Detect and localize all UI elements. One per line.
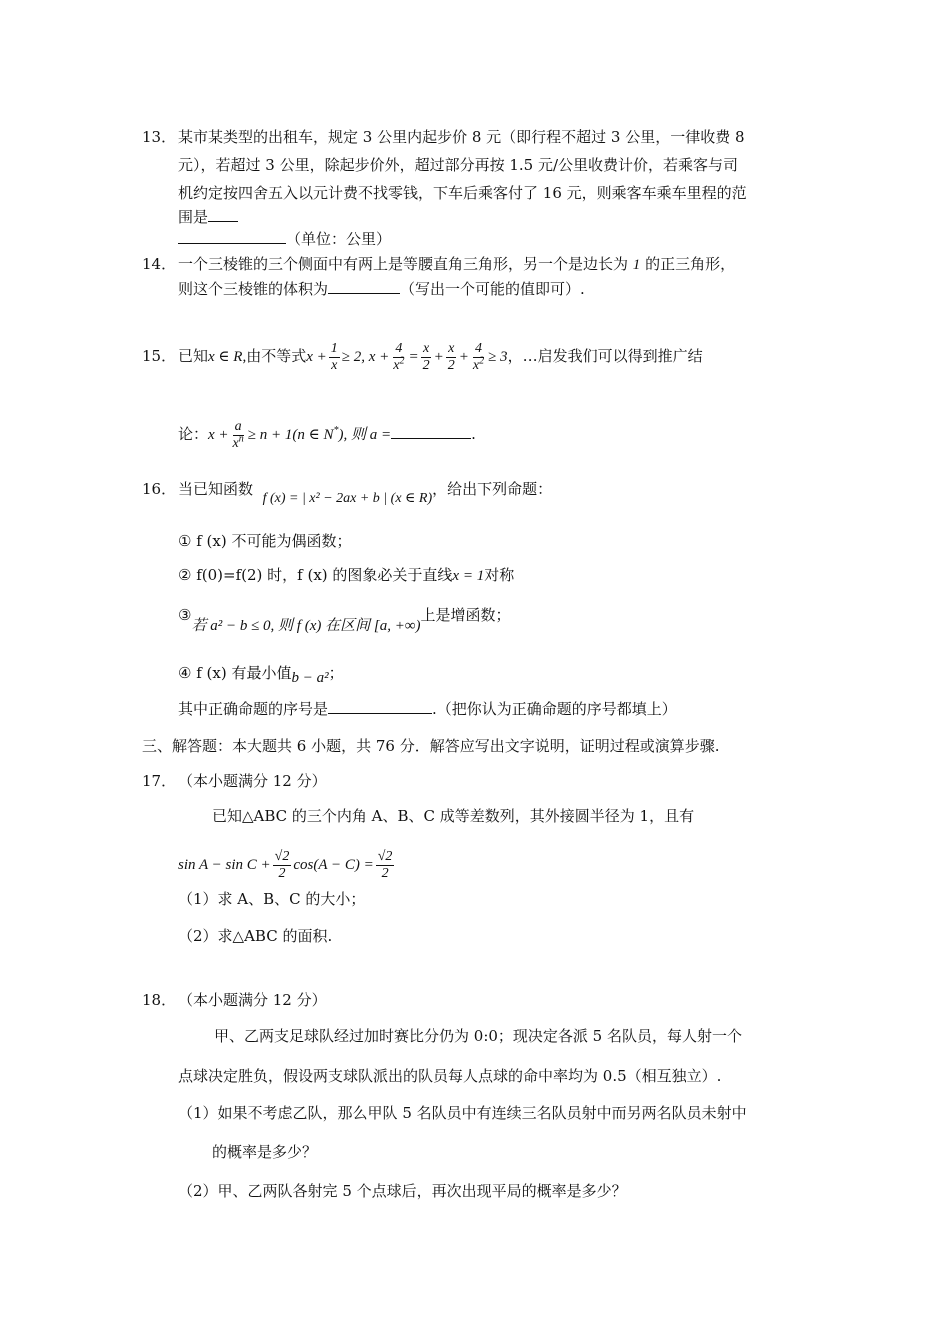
q13-blank-short[interactable] bbox=[208, 206, 238, 222]
q18-sub-1: （1）如果不考虑乙队，那么甲队 5 名队员中有连续三名队员射中而另两名队员未射中 bbox=[178, 1104, 747, 1122]
q15-inequality: x + $\frac{1}{x}$ ≥ 2, x + $\frac{4}{x^2}$ = $\frac{x}{2}$ + $\frac{x}{2}$ + $\frac{4}{x^2}$ ≥ 3 bbox=[306, 341, 508, 374]
q16-item-3: ③若 a² − b ≤ 0, 则 f (x) 在区间 [a, +∞)上是增函数； bbox=[178, 606, 511, 634]
q16-answer-line: 其中正确命题的序号是 .（把你认为正确命题的序号都填上） bbox=[178, 700, 677, 718]
q18-sub-1-cont: 的概率是多少？ bbox=[212, 1143, 318, 1161]
q17-line-1: 已知△ABC 的三个内角 A、B、C 成等差数列，其外接圆半径为 1，且有 bbox=[212, 807, 695, 825]
q17-sub-2: （2）求△ABC 的面积. bbox=[178, 927, 333, 945]
q15-generalization: x + $\frac{a}{x^n}$ ≥ n + 1(n ∈ N*), 则 a = bbox=[208, 419, 392, 452]
section-heading: 三、解答题：本大题共 6 小题，共 76 分．解答应写出文字说明，证明过程或演算步骤. bbox=[142, 737, 720, 755]
q17-sub-1: （1）求 A、B、C 的大小； bbox=[178, 890, 366, 908]
q18-header: 18． （本小题满分 12 分） bbox=[142, 991, 327, 1009]
q17-number: 17． bbox=[142, 772, 177, 790]
q14-answer-blank[interactable] bbox=[328, 278, 400, 294]
q16-number: 16． bbox=[142, 480, 177, 498]
q13-line-5: （单位：公里） bbox=[178, 228, 391, 250]
q18-line-1: 甲、乙两支足球队经过加时赛比分仍为 0:0；现决定各派 5 名队员，每人射一个 bbox=[214, 1027, 742, 1045]
q14-number: 14． bbox=[142, 255, 177, 273]
q16-line-1: 16． 当已知函数 f (x) = | x² − 2ax + b | (x ∈ R)，给出下列命题： bbox=[142, 480, 553, 506]
q16-item-2: ② f(0)=f(2) 时，f (x) 的图象必关于直线x = 1对称 bbox=[178, 566, 515, 584]
q13-answer-blank[interactable] bbox=[178, 228, 286, 244]
q17-header: 17． （本小题满分 12 分） bbox=[142, 772, 327, 790]
q16-function: f (x) = | x² − 2ax + b | (x ∈ R) bbox=[262, 491, 433, 506]
q15-answer-blank[interactable] bbox=[391, 423, 471, 439]
q13-line-2: 元），若超过 3 公里，除起步价外，超过部分再按 1.5 元/公里收费计价，若乘客与司 bbox=[178, 156, 739, 174]
q17-equation: sin A − sin C + $\frac{√2}{2}$ cos(A − C) = $\frac{√2}{2}$ bbox=[178, 849, 393, 882]
q13-line-1: 13． 某市某类型的出租车，规定 3 公里内起步价 8 元（即行程不超过 3 公里，一律收费 8 bbox=[142, 128, 745, 146]
q13-line-4: 围是 bbox=[178, 206, 238, 228]
q18-sub-2: （2）甲、乙两队各射完 5 个点球后，再次出现平局的概率是多少？ bbox=[178, 1182, 627, 1200]
q14-line-1: 14． 一个三棱锥的三个侧面中有两上是等腰直角三角形，另一个是边长为 1 的正三角形， bbox=[142, 255, 736, 273]
q16-item-4: ④ f (x) 有最小值b − a²； bbox=[178, 664, 344, 686]
q18-line-2: 点球决定胜负，假设两支球队派出的队员每人点球的命中率均为 0.5（相互独立）. bbox=[178, 1067, 722, 1085]
q16-item-1: ① f (x) 不可能为偶函数； bbox=[178, 532, 352, 550]
q15-line-1: 15． 已知x ∈ R,由不等式x + $\frac{1}{x}$ ≥ 2, x + $\frac{4}{x^2}$ = $\frac{x}{2}$ + $\frac{x}{2}$ + $\frac{4}{x^2}$ ≥ 3，…启发我们可以得到推广结 bbox=[142, 336, 703, 377]
q15-line-2: 论：x + $\frac{a}{x^n}$ ≥ n + 1(n ∈ N*), 则 a = . bbox=[178, 419, 476, 452]
q16-answer-blank[interactable] bbox=[328, 698, 432, 714]
q13-line-3: 机约定按四舍五入以元计费不找零钱，下车后乘客付了 16 元，则乘客车乘车里程的范 bbox=[178, 184, 747, 202]
q14-line-2: 则这个三棱锥的体积为 （写出一个可能的值即可）. bbox=[178, 280, 585, 298]
q18-number: 18． bbox=[142, 991, 177, 1009]
q13-number: 13． bbox=[142, 128, 177, 146]
q15-number: 15． bbox=[142, 347, 177, 365]
